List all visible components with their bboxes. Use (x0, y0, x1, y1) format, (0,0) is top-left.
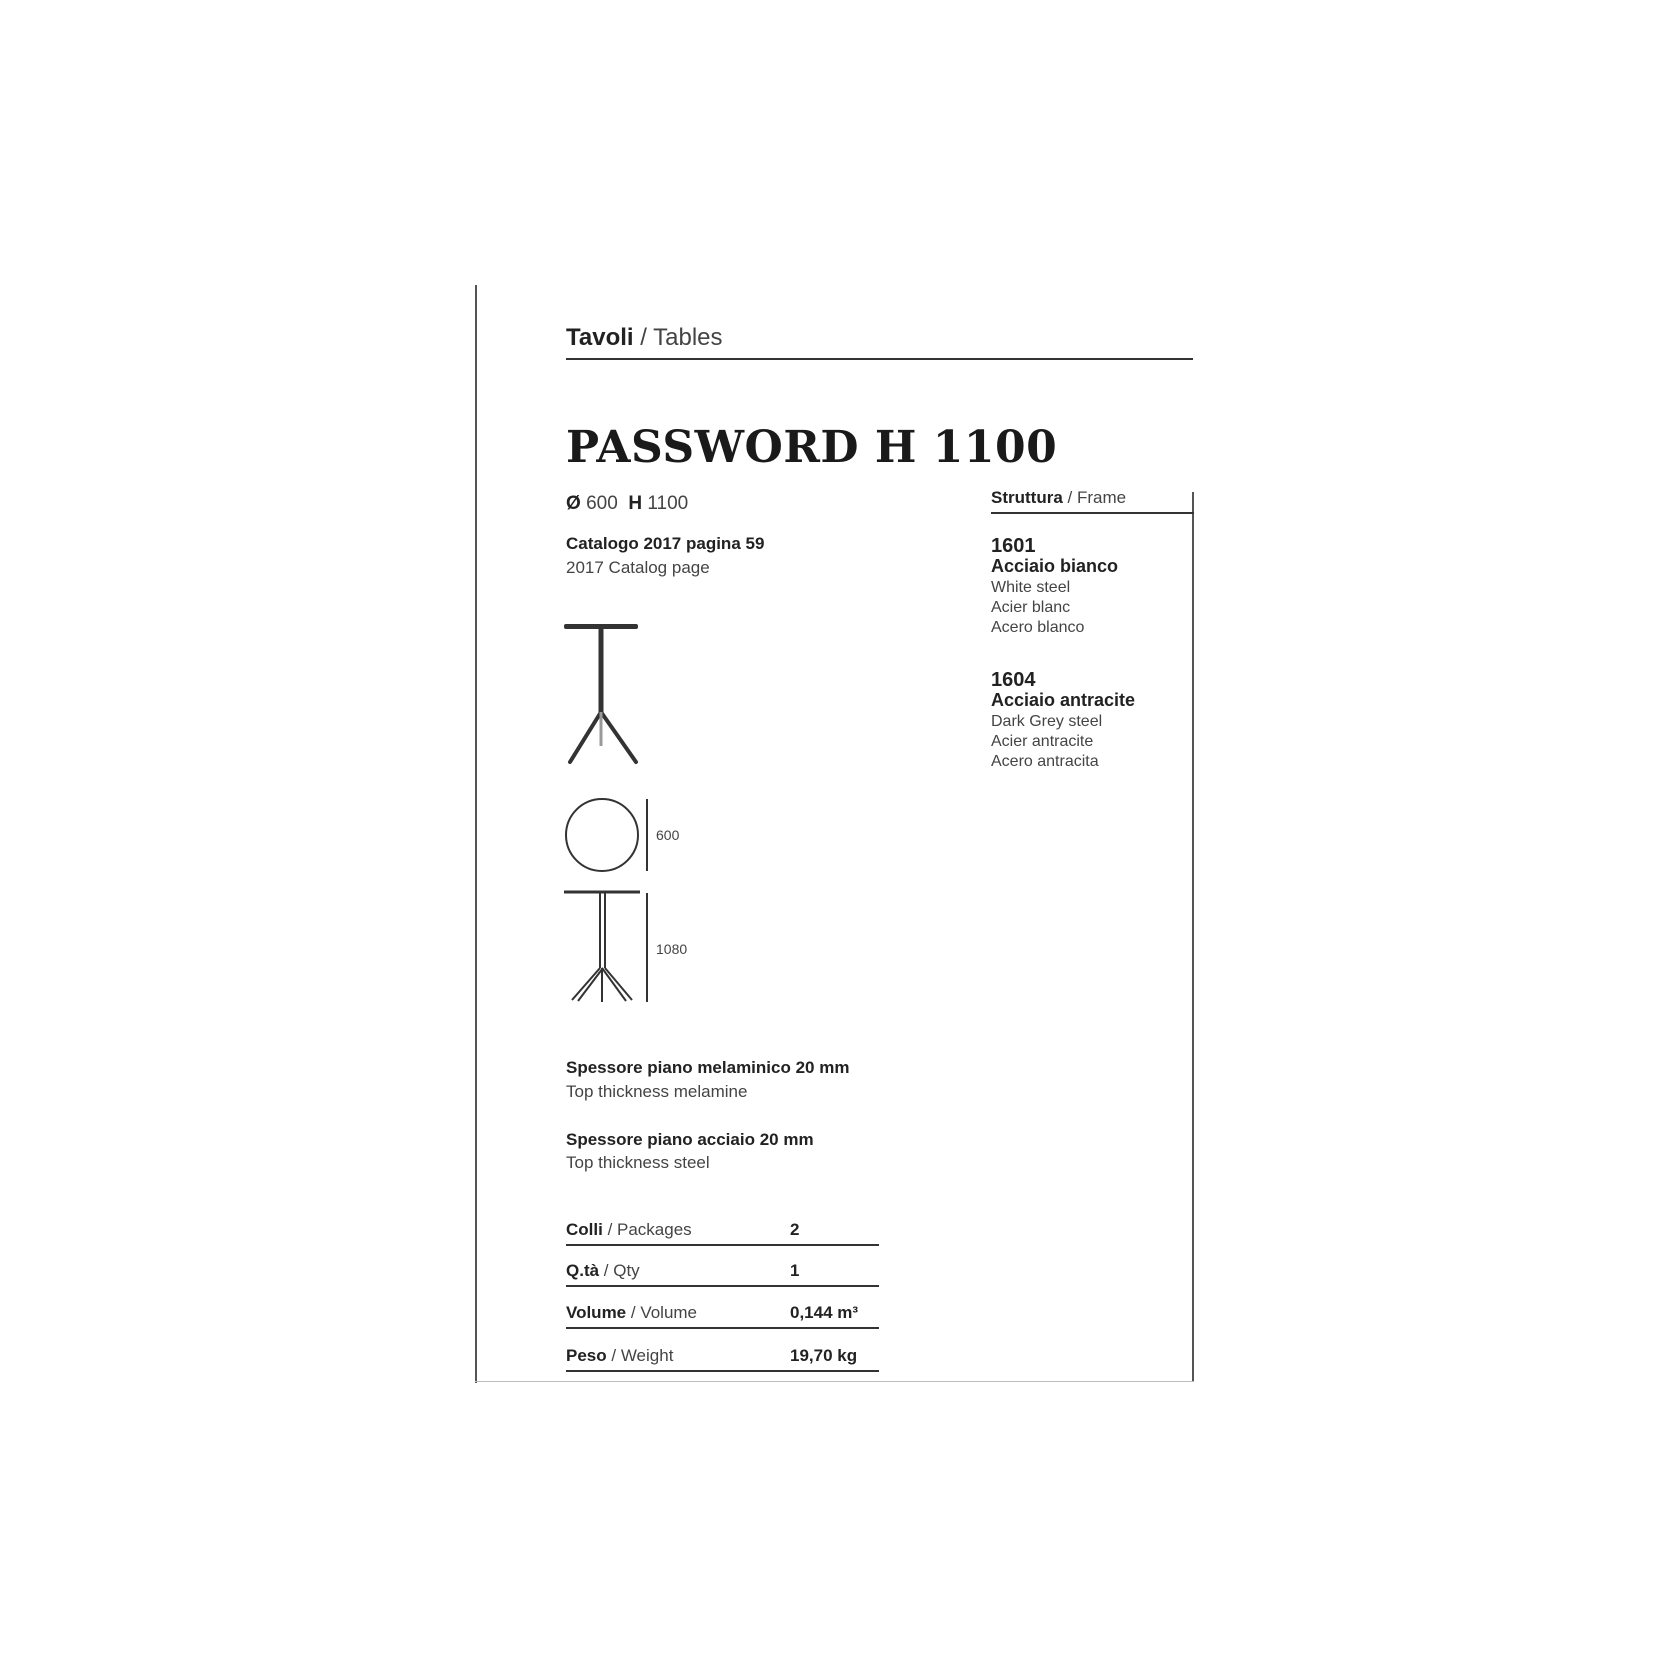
diameter-value: 600 (586, 493, 618, 514)
spec-label-en: Volume (640, 1303, 698, 1322)
catalog-en: 2017 Catalog page (566, 558, 710, 577)
spec-label-it: Volume (566, 1303, 627, 1322)
spec-label-en: Qty (613, 1261, 640, 1280)
finish-code: 1601 (991, 535, 1036, 557)
spec-label-sep: / (626, 1303, 641, 1322)
category-heading (566, 324, 723, 352)
sheet-left-border (475, 285, 477, 1383)
spec-label-sep: / (606, 1346, 621, 1365)
spec-row-weight-value: 19,70 kg (790, 1346, 858, 1365)
finish-translation-fr: Acier antracite (991, 733, 1094, 750)
category-it: Tavoli (566, 324, 634, 351)
elevation-leg-right-b (602, 968, 626, 1001)
frame-heading-sep: / (1062, 488, 1077, 507)
catalog-it: Catalogo 2017 pagina 59 (566, 534, 765, 553)
thickness-steel-it: Spessore piano acciaio 20 mm (566, 1130, 814, 1149)
spec-row-weight-label (566, 1346, 673, 1366)
category-rule (566, 358, 1193, 360)
spec-row-packages-value: 2 (790, 1220, 800, 1239)
table-side-illustration (560, 620, 644, 766)
finish-translation-en: White steel (991, 579, 1071, 596)
sheet-bottom-border (475, 1381, 1194, 1382)
frame-heading-en: Frame (1076, 488, 1127, 507)
spec-row-packages-label (566, 1220, 692, 1240)
thickness-melamine-en: Top thickness melamine (566, 1082, 748, 1101)
elevation-leg-right-a (605, 968, 632, 1000)
height-symbol: H (628, 493, 643, 514)
spec-row-rule (566, 1285, 879, 1287)
elevation-leg-left-a (572, 968, 600, 1000)
spec-label-en: Weight (620, 1346, 674, 1365)
spec-label-sep: / (602, 1220, 618, 1239)
product-title: PASSWORD H 1100 (566, 422, 1058, 473)
spec-row-rule (566, 1370, 879, 1372)
category-separator: / (633, 324, 654, 351)
finish-code: 1604 (991, 669, 1036, 691)
finish-translation-es: Acero antracita (991, 753, 1099, 770)
spec-row-volume-label (566, 1303, 697, 1323)
product-dimensions (566, 493, 688, 515)
finish-translation-en: Dark Grey steel (991, 713, 1103, 730)
sheet-right-border (1192, 492, 1194, 1382)
spec-label-it: Colli (566, 1220, 603, 1239)
table-leg-left (570, 712, 601, 762)
tabletop-shape (564, 624, 638, 629)
finish-name: Acciaio bianco (991, 556, 1119, 576)
spec-label-sep: / (599, 1261, 614, 1280)
category-en: Tables (653, 324, 723, 351)
spec-row-qty-value: 1 (790, 1261, 800, 1280)
spec-row-volume-value: 0,144 m³ (790, 1303, 859, 1322)
height-value: 1100 (647, 493, 689, 514)
thickness-melamine-it: Spessore piano melaminico 20 mm (566, 1058, 850, 1077)
spec-row-qty-label (566, 1261, 640, 1281)
finish-translation-fr: Acier blanc (991, 599, 1071, 616)
spec-label-en: Packages (617, 1220, 692, 1239)
table-elevation-drawing (560, 888, 650, 1006)
thickness-steel-en: Top thickness steel (566, 1153, 710, 1172)
table-leg-right (601, 712, 636, 762)
spec-row-rule (566, 1327, 879, 1329)
frame-heading (991, 488, 1126, 508)
frame-rule (991, 512, 1194, 514)
diameter-symbol: Ø (566, 493, 581, 514)
spec-row-rule (566, 1244, 879, 1246)
table-plan-drawing (560, 795, 650, 875)
plan-dimension-label: 600 (656, 827, 680, 843)
elevation-dimension-label: 1080 (656, 941, 688, 957)
frame-heading-it: Struttura (991, 488, 1063, 507)
spec-label-it: Q.tà (566, 1261, 600, 1280)
finish-name: Acciaio antracite (991, 690, 1136, 710)
spec-label-it: Peso (566, 1346, 607, 1365)
finish-translation-es: Acero blanco (991, 619, 1085, 636)
elevation-leg-left-b (578, 968, 603, 1001)
tabletop-circle (566, 799, 638, 871)
